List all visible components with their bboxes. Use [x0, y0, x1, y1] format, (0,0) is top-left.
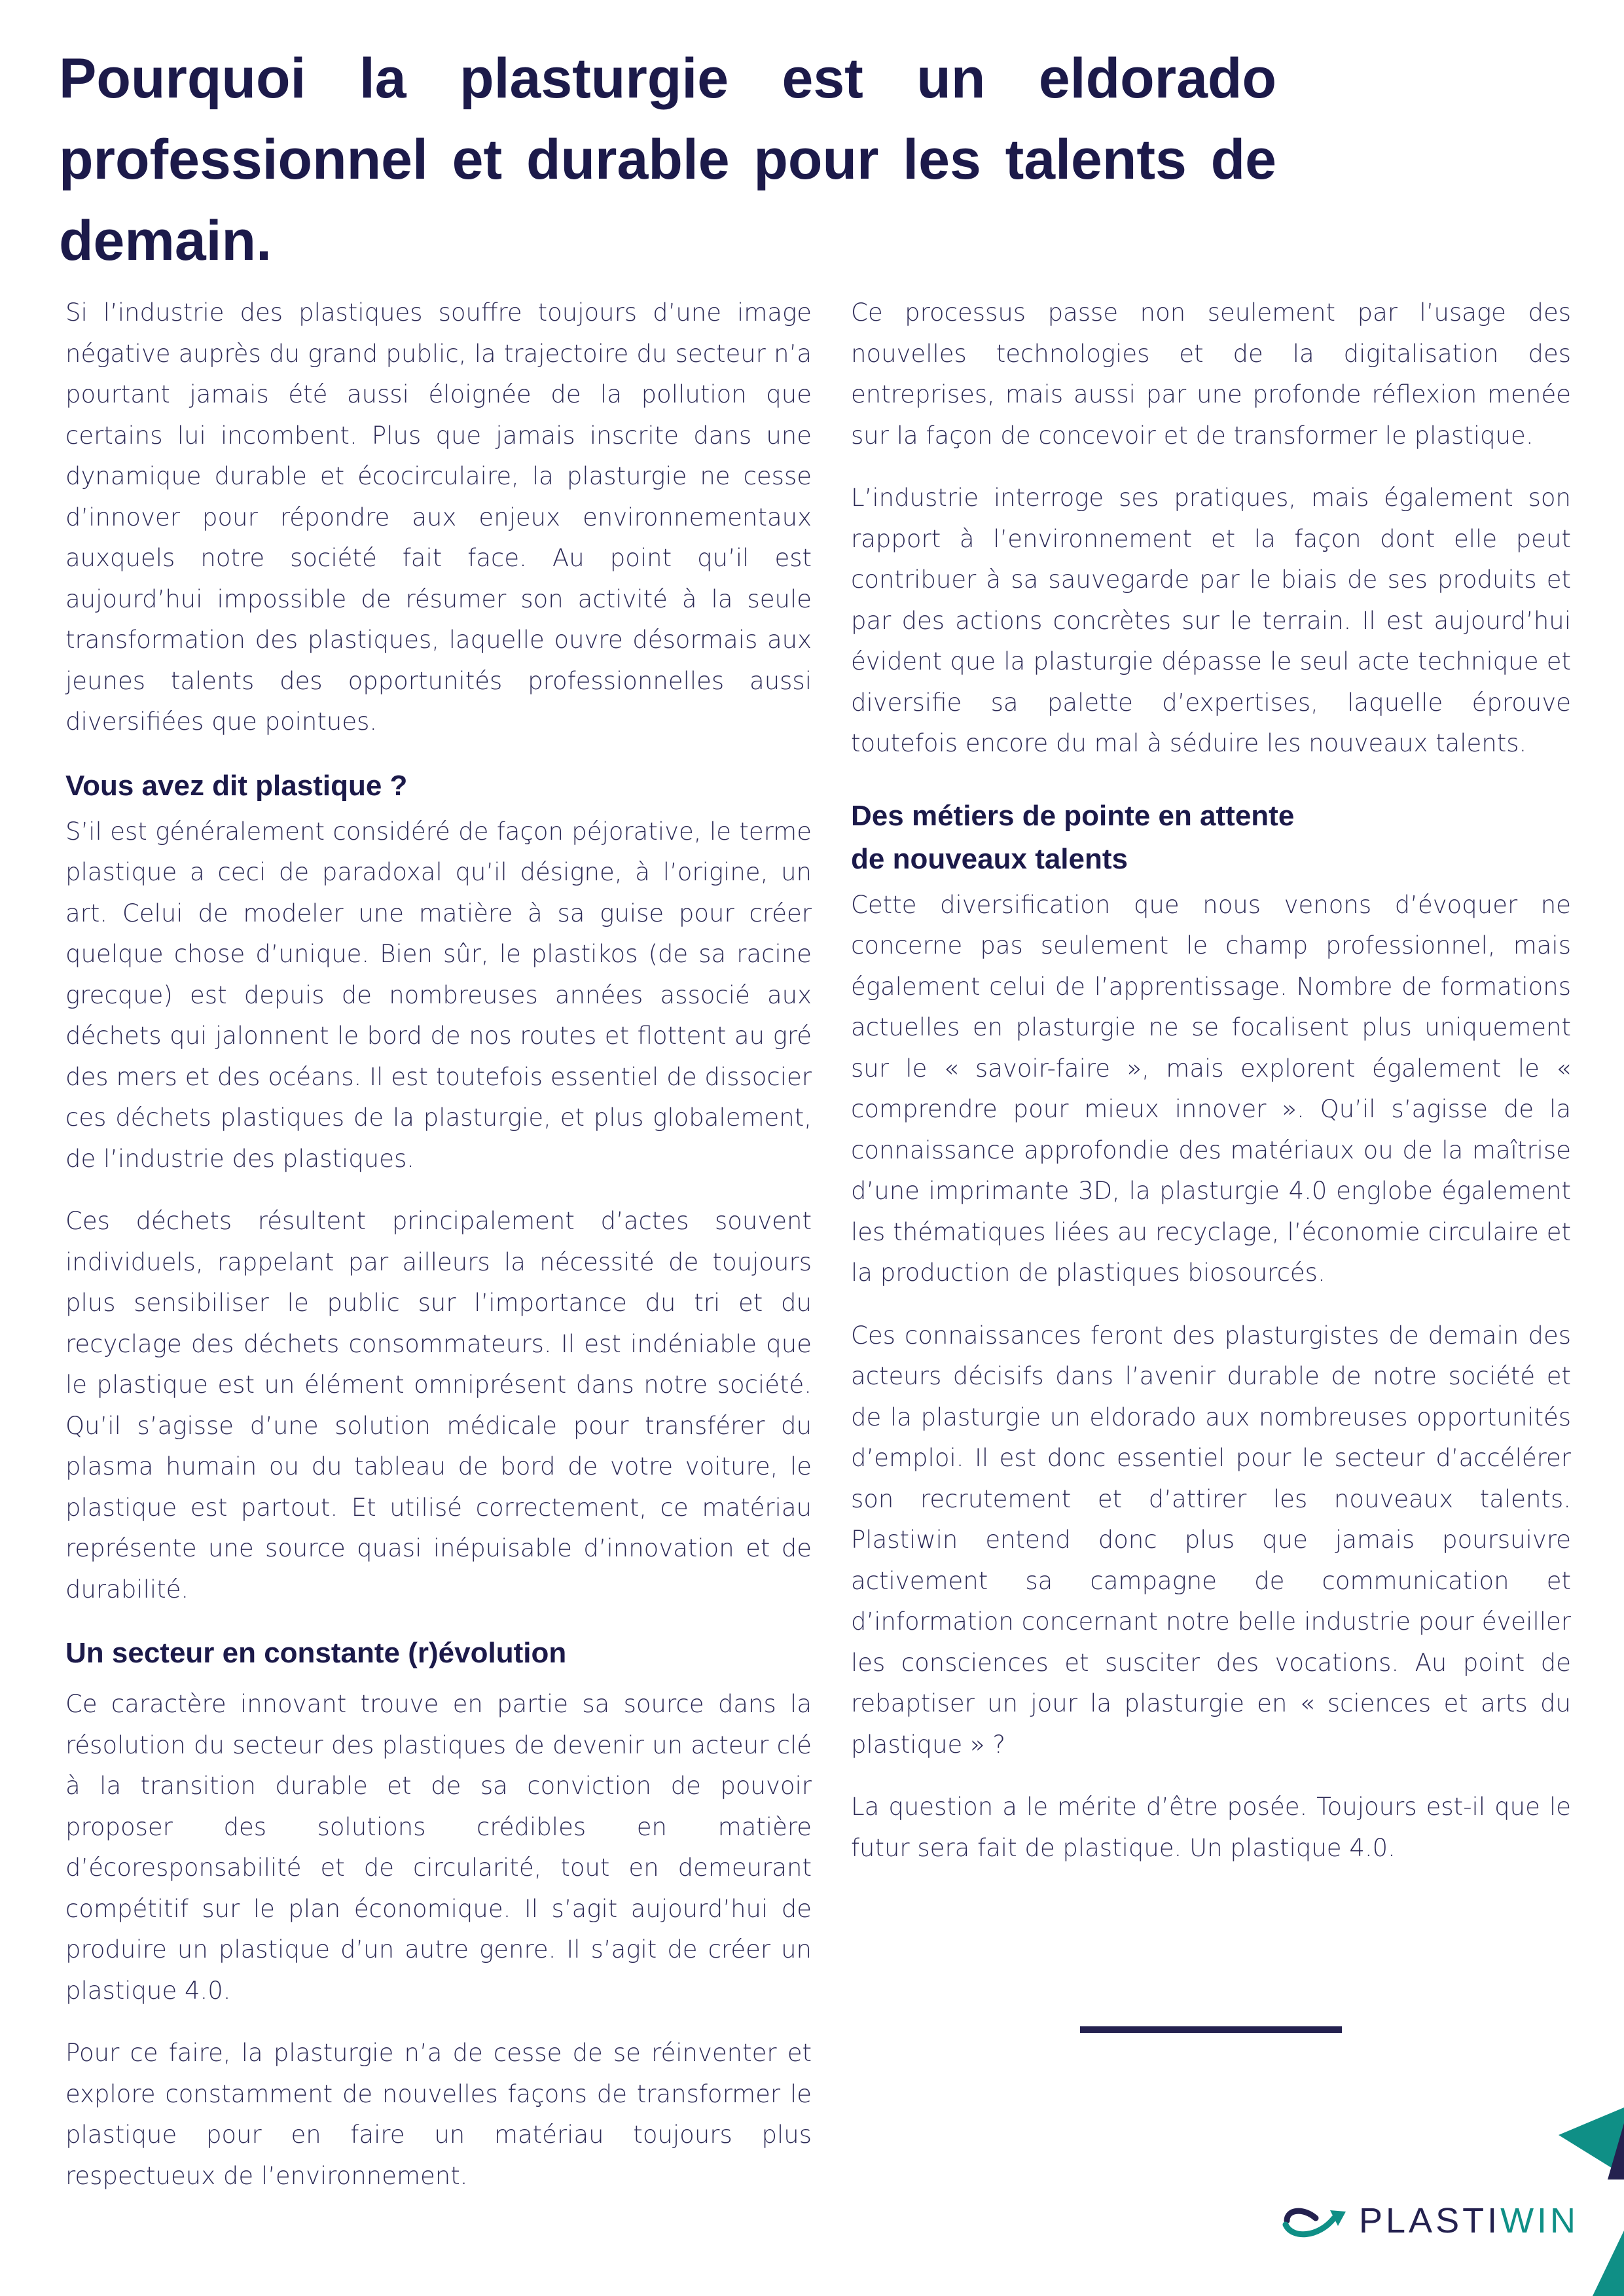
paragraph: Ce caractère innovant trouve en partie sa source dans la résolution du secteur des plastiques de devenir un acteur clé à la transition durable et de sa conviction de pouvoir proposer des solutions crédibles en matière d’écoresponsabilité et de circularité, tout en demeurant compétitif sur le plan économique. Il s’agit aujourd’hui de produire un plastique d’un autre genre. Il s’agit de créer un plastique 4.0.: [65, 1690, 812, 2005]
paragraph: Ce processus passe non seulement par l’usage des nouvelles technologies et de la digitalisation des entreprises, mais aussi par une profonde réflexion menée sur la façon de concevoir et de transformer le plastique.: [851, 298, 1571, 450]
teal-triangle-bottom: [1593, 2231, 1624, 2296]
paragraph: Cette diversification que nous venons d’évoquer ne concerne pas seulement le champ professionnel, mais également celui de l’apprentissage. Nombre de formations actuelles en plasturgie ne se focalisent plus uniquement sur le « savoir-faire », mais explorent également le « comprendre pour mieux innover ». Qu’il s’agisse de la connaissance approfondie des matériaux ou de la maîtrise d’une imprimante 3D, la plasturgie 4.0 englobe également les thématiques liées au recyclage, l’économie circulaire et la production de plastiques biosourcés.: [851, 890, 1571, 1287]
plastiwin-logo: [1278, 2198, 1579, 2244]
logo-swoosh-icon: [1278, 2201, 1350, 2240]
closing-paragraph: La question a le mérite d’être posée. Toujours est-il que le futur sera fait de plastique. Un plastique 4.0.: [851, 1793, 1571, 1862]
section-heading-evolution: Un secteur en constante (r)évolution: [65, 1637, 567, 1669]
paragraph: S’il est généralement considéré de façon péjorative, le terme plastique a ceci de paradoxal qu’il désigne, à l’origine, un art. Celui de modeler une matière à sa guise pour créer quelque chose d’unique. Bien sûr, le plastikos (de sa racine grecque) est depuis de nombreuses années associé aux déchets qui jalonnent le bord de nos routes et flottent au gré des mers et des océans. Il est toutefois essentiel de dissocier ces déchets plastiques de la plasturgie, et plus globalement, de l’industrie des plastiques.: [65, 817, 812, 1173]
paragraph: Ces déchets résultent principalement d’actes souvent individuels, rappelant par ailleurs la nécessité de toujours plus sensibiliser le public sur l’importance du tri et du recyclage des déchets consommateurs. Il est indéniable que le plastique est un élément omniprésent dans notre société. Qu’il s’agisse d’une solution médicale pour transférer du plasma humain ou du tableau de bord de votre voiture, le plastique est partout. Et utilisé correctement, ce matériau représente une source quasi inépuisable d’innovation et de durabilité.: [65, 1207, 812, 1604]
paragraph: Pour ce faire, la plasturgie n’a de cesse de se réinventer et explore constamment de nouvelles façons de transformer le plastique pour en faire un matériau toujours plus respectueux de l’environnement.: [65, 2039, 812, 2190]
heading-line-1: Des métiers de pointe en attente: [851, 799, 1295, 832]
paragraph: L’industrie interroge ses pratiques, mais également son rapport à l’environnement et la façon dont elle peut contribuer à sa sauvegarde par le biais de ses produits et par des actions concrètes sur le terrain. Il est aujourd’hui évident que la plasturgie dépasse le seul acte technique et diversifie sa palette d’expertises, laquelle éprouve toutefois encore du mal à séduire les nouveaux talents.: [851, 484, 1571, 757]
logo-wordmark-win: WIN: [1500, 2201, 1579, 2240]
right-column: [851, 293, 1571, 1890]
left-column: [65, 293, 812, 2218]
paragraph: Ces connaissances feront des plasturgistes de demain des acteurs décisifs dans l’avenir durable de notre société et de la plasturgie un eldorado aux nombreuses opportunités d’emploi. Il est donc essentiel pour le secteur d’accélérer son recrutement et d’attirer les nouveaux talents. Plastiwin entend donc plus que jamais poursuivre activement sa campagne de communication et d’information concernant notre belle industrie pour éveiller les consciences et susciter des vocations. Au point de rebaptiser un jour la plasturgie en « sciences et arts du plastique » ?: [851, 1321, 1571, 1759]
heading-line-2: de nouveaux talents: [851, 842, 1128, 875]
logo-wordmark-plasti: PLASTI: [1359, 2201, 1501, 2240]
section-heading-plastique: Vous avez dit plastique ?: [65, 769, 408, 802]
section-heading-metiers: [851, 795, 1571, 881]
article-title: Pourquoi la plasturgie est un eldorado professionnel et durable pour les talents de demain.: [59, 47, 1276, 272]
logo-wordmark: [1359, 2198, 1579, 2244]
end-divider: [1080, 2026, 1342, 2033]
intro-paragraph: Si l’industrie des plastiques souffre toujours d’une image négative auprès du grand public, la trajectoire du secteur n’a pourtant jamais été aussi éloignée de la pollution que certains lui incombent. Plus que jamais inscrite dans une dynamique durable et écocirculaire, la plasturgie ne cesse d’innover pour répondre aux enjeux environnementaux auxquels notre société fait face. Au point qu’il est aujourd’hui impossible de résumer son activité à la seule transformation des plastiques, laquelle ouvre désormais aux jeunes talents des opportunités professionnelles aussi diversifiées que pointues.: [65, 298, 812, 736]
